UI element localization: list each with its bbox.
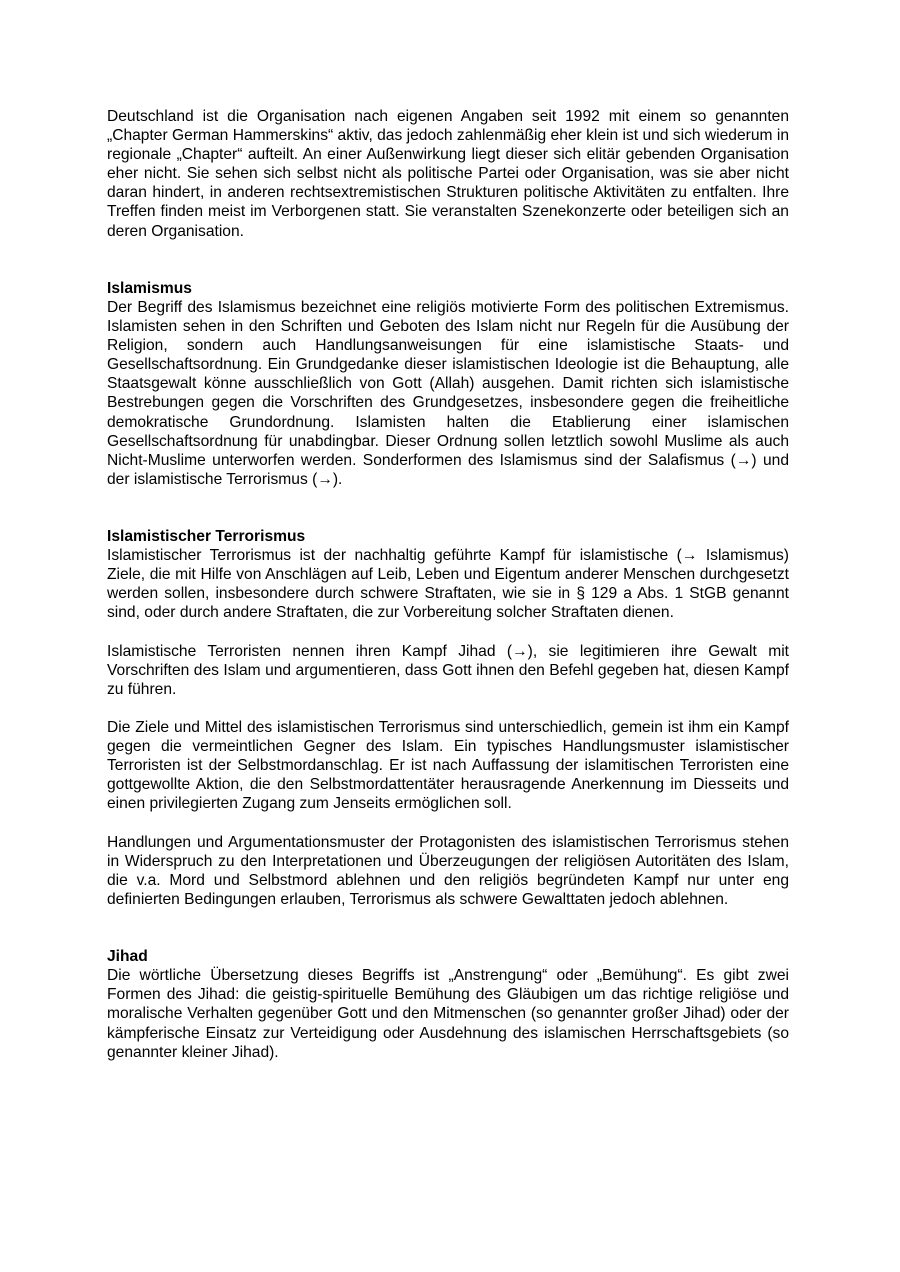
paragraph-spacer (107, 699, 789, 718)
paragraph-spacer (107, 623, 789, 642)
document-page (107, 107, 789, 1062)
section-spacer (107, 489, 789, 527)
section-heading-islamistischer-terrorismus: Islamistischer Terrorismus (107, 528, 306, 546)
terrorismus-paragraph-2: Islamistische Terroristen nennen ihren Kampf Jihad (→), sie legitimieren ihre Gewalt mit Vorschriften des Islam und argumentieren, dass Gott ihnen den Befehl gegeben hat, diesen Kampf zu führen. (107, 642, 789, 698)
section-heading-islamismus: Islamismus (107, 279, 192, 297)
terrorismus-paragraph-3: Die Ziele und Mittel des islamistischen Terrorismus sind unterschiedlich, gemein ist ihm ein Kampf gegen die vermeintlichen Gegner des Islam. Ein typisches Handlungsmuster islamistischer Terroristen ist der Selbstmordanschlag. Er ist nach Auffassung der islamitischen Terroristen eine gottgewollte Aktion, die den Selbstmordattentäter herausragende Anerkennung im Diesseits und einen privilegierten Zugang zum Jenseits ermöglichen soll. (107, 719, 789, 813)
terrorismus-paragraph-4: Handlungen und Argumentationsmuster der Protagonisten des islamistischen Terrorismus stehen in Widerspruch zu den Interpretationen und Überzeugungen der religiösen Autoritäten des Islam, die v.a. Mord und Selbstmord ablehnen und den religiös begründeten Kampf nur unter eng definierten Bedingungen erlauben, Terrorismus als schwere Gewalttaten jedoch ablehnen. (107, 833, 789, 908)
paragraph-spacer (107, 813, 789, 832)
section-heading-jihad: Jihad (107, 948, 148, 966)
section-spacer (107, 241, 789, 279)
jihad-paragraph: Die wörtliche Übersetzung dieses Begriffs ist „Anstrengung“ oder „Bemühung“. Es gibt zwei Formen des Jihad: die geistig-spirituelle Bemühung des Gläubigen um das richtige religiöse und moralische Verhalten gegenüber Gott und den Mitmenschen (so genannter großer Jihad) oder der kämpferische Einsatz zur Verteidigung oder Ausdehnung des islamischen Herrschaftsgebiets (so genannter kleiner Jihad). (107, 967, 789, 1061)
islamismus-paragraph: Der Begriff des Islamismus bezeichnet eine religiös motivierte Form des politischen Extremismus. Islamisten sehen in den Schriften und Geboten des Islam nicht nur Regeln für die Ausübung der Religion, sondern auch Handlungsanweisungen für eine islamistische Staats- und Gesellschaftsordnung. Ein Grundgedanke dieser islamistischen Ideologie ist die Behauptung, alle Staatsgewalt könne ausschließlich von Gott (Allah) ausgehen. Damit richten sich islamistische Bestrebungen gegen die Vorschriften des Grundgesetzes, insbesondere gegen die freiheitliche demokratische Grundordnung. Islamisten halten die Etablierung einer islamischen Gesellschaftsordnung für unabdingbar. Dieser Ordnung sollen letztlich sowohl Muslime als auch Nicht-Muslime unterworfen werden. Sonderformen des Islamismus sind der Salafismus (→) und der islamistische Terrorismus (→). (107, 298, 789, 488)
intro-paragraph: Deutschland ist die Organisation nach eigenen Angaben seit 1992 mit einem so genannten „Chapter German Hammerskins“ aktiv, das jedoch zahlenmäßig eher klein ist und sich wiederum in regionale „Chapter“ aufteilt. An einer Außenwirkung liegt dieser sich elitär gebenden Organisation eher nicht. Sie sehen sich selbst nicht als politische Partei oder Organisation, was sie aber nicht daran hindert, in anderen rechtsextremistischen Strukturen politische Aktivitäten zu entfalten. Ihre Treffen finden meist im Verborgenen statt. Sie veranstalten Szenekonzerte oder beteiligen sich an deren Organisation. (107, 108, 789, 240)
section-spacer (107, 909, 789, 947)
terrorismus-paragraph-1: Islamistischer Terrorismus ist der nachhaltig geführte Kampf für islamistische (→ Islamismus) Ziele, die mit Hilfe von Anschlägen auf Leib, Leben und Eigentum anderer Menschen durchgesetzt werden sollen, insbesondere durch schwere Straftaten, wie sie in § 129 a Abs. 1 StGB genannt sind, oder durch andere Straftaten, die zur Vorbereitung solcher Straftaten dienen. (107, 547, 789, 622)
